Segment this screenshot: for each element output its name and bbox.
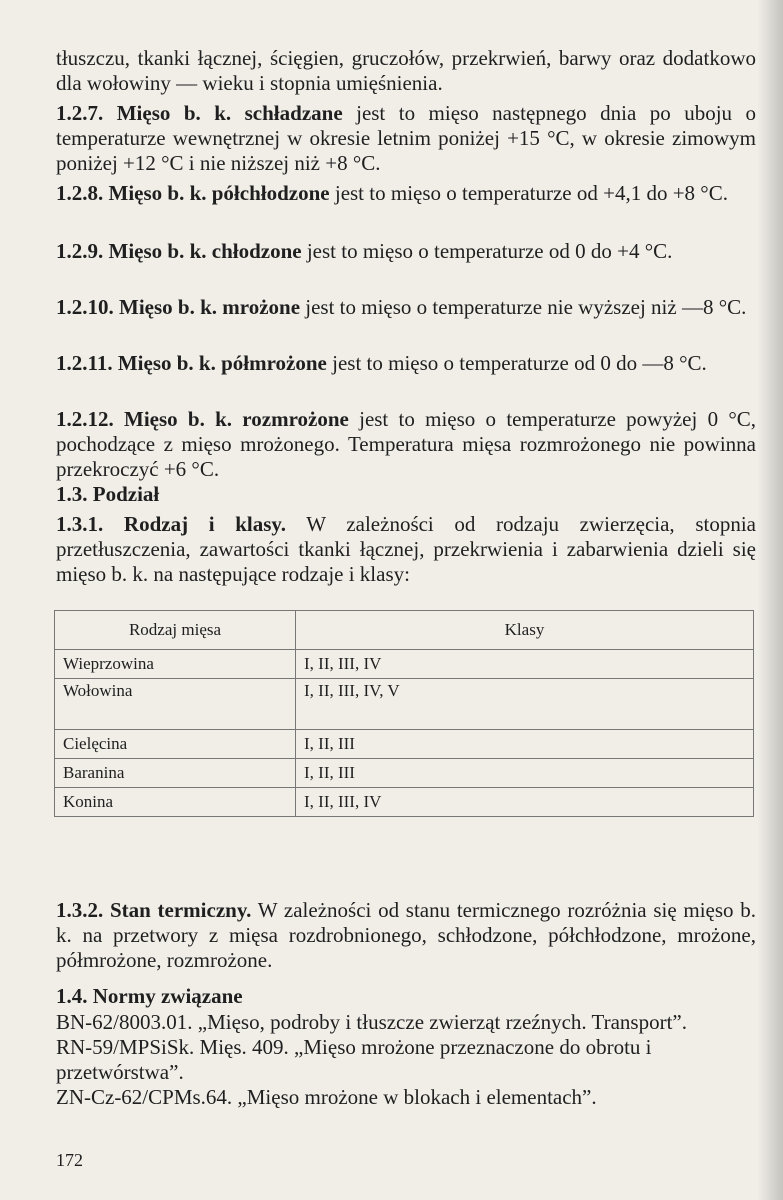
norm-item: ZN-Cz-62/CPMs.64. „Mięso mrożone w blokach i elementach”. bbox=[56, 1085, 597, 1109]
cell-classes: I, II, III, IV, V bbox=[296, 679, 754, 730]
paragraph-1-2-8: 1.2.8. Mięso b. k. półchłodzone jest to mięso o temperaturze od +4,1 do +8 °C. bbox=[56, 181, 728, 205]
paragraph-1-2-7: 1.2.7. Mięso b. k. schładzane jest to mięso następnego dnia po uboju o temperaturze wewnętrznej w okresie letnim poniżej +15 °C, w okresie zimowym poniżej +12 °C i nie niższej niż +8 °C. bbox=[56, 101, 756, 175]
related-norms bbox=[56, 1010, 756, 1110]
paragraph-1-2-11: 1.2.11. Mięso b. k. półmrożone jest to mięso o temperaturze od 0 do —8 °C. bbox=[56, 351, 707, 375]
paragraph-1-2-10: 1.2.10. Mięso b. k. mrożone jest to mięso o temperaturze nie wyższej niż —8 °C. bbox=[56, 295, 747, 319]
cell-meat-type: Baranina bbox=[55, 759, 296, 788]
page-edge-shadow bbox=[757, 0, 783, 1200]
cell-classes: I, II, III bbox=[296, 730, 754, 759]
heading-1-3: 1.3. Podział bbox=[56, 482, 160, 506]
meat-classes-table bbox=[54, 610, 754, 817]
norm-item: BN-62/8003.01. „Mięso, podroby i tłuszcze zwierząt rzeźnych. Transport”. bbox=[56, 1010, 688, 1034]
table-row bbox=[55, 650, 754, 679]
cell-meat-type: Wieprzowina bbox=[55, 650, 296, 679]
paragraph-intro: tłuszczu, tkanki łącznej, ścięgien, gruczołów, przekrwień, barwy oraz dodatkowo dla wołowiny — wieku i stopnia umięśnienia. bbox=[56, 46, 756, 95]
cell-meat-type: Cielęcina bbox=[55, 730, 296, 759]
cell-classes: I, II, III, IV bbox=[296, 788, 754, 817]
cell-classes: I, II, III bbox=[296, 759, 754, 788]
table-header-row bbox=[55, 611, 754, 650]
paragraph-1-2-12: 1.2.12. Mięso b. k. rozmrożone jest to mięso o temperaturze powyżej 0 °C, pochodzące z mięso mrożonego. Temperatura mięsa rozmrożonego nie powinna przekroczyć +6 °C. bbox=[56, 407, 756, 481]
cell-classes: I, II, III, IV bbox=[296, 650, 754, 679]
cell-meat-type: Konina bbox=[55, 788, 296, 817]
cell-meat-type: Wołowina bbox=[55, 679, 296, 730]
table-row bbox=[55, 730, 754, 759]
table-row bbox=[55, 679, 754, 730]
norm-item: RN-59/MPSiSk. Mięs. 409. „Mięso mrożone przeznaczone do obrotu i przetwórstwa”. bbox=[56, 1035, 652, 1084]
table-row bbox=[55, 788, 754, 817]
paragraph-1-3-2: 1.3.2. Stan termiczny. W zależności od stanu termicznego rozróżnia się mięso b. k. na przetwory z mięsa rozdrobnionego, schłodzone, półchłodzone, mrożone, półmrożone, rozmrożone. bbox=[56, 898, 757, 972]
header-classes: Klasy bbox=[296, 611, 754, 650]
paragraph-1-3-1: 1.3.1. Rodzaj i klasy. W zależności od rodzaju zwierzęcia, stopnia przetłuszczenia, zawartości tkanki łącznej, przekrwienia i zabarwienia dzieli się mięso b. k. na następujące rodzaje i klasy: bbox=[56, 512, 756, 586]
table-row bbox=[55, 759, 754, 788]
paragraph-1-2-9: 1.2.9. Mięso b. k. chłodzone jest to mięso o temperaturze od 0 do +4 °C. bbox=[56, 239, 673, 263]
heading-1-4: 1.4. Normy związane bbox=[56, 984, 243, 1008]
page-number: 172 bbox=[56, 1150, 83, 1170]
header-meat-type: Rodzaj mięsa bbox=[55, 611, 296, 650]
